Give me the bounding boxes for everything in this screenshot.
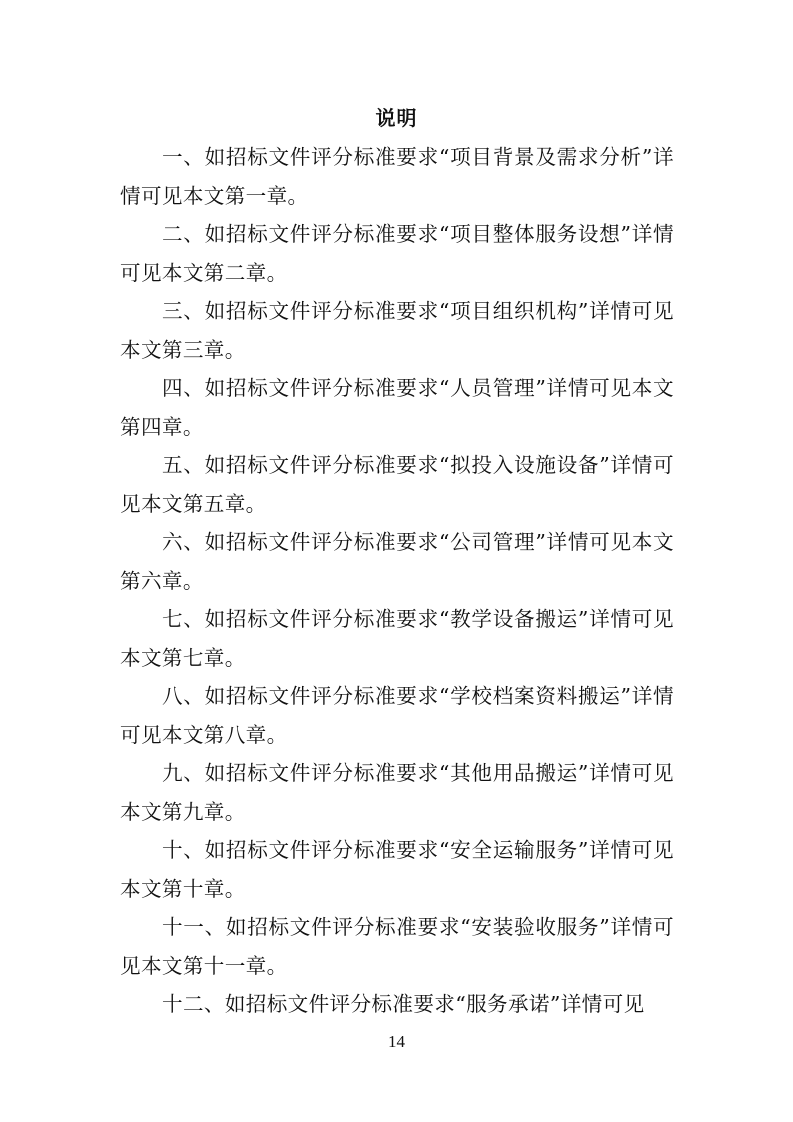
paragraph-1: 一、如招标文件评分标准要求“项目背景及需求分析”详情可见本文第一章。 (120, 145, 674, 208)
paragraph-12: 十二、如招标文件评分标准要求“服务承诺”详情可见 (162, 992, 645, 1016)
paragraph-8: 八、如招标文件评分标准要求“学校档案资料搬运”详情可见本文第八章。 (120, 684, 674, 747)
paragraph-11: 十一、如招标文件评分标准要求“安装验收服务”详情可见本文第十一章。 (120, 915, 674, 978)
page-title: 说明 (375, 106, 418, 130)
paragraph-6: 六、如招标文件评分标准要求“公司管理”详情可见本文第六章。 (120, 530, 674, 593)
paragraph-2: 二、如招标文件评分标准要求“项目整体服务设想”详情可见本文第二章。 (120, 222, 674, 285)
page-number: 14 (388, 1032, 405, 1051)
document-body (120, 138, 674, 1024)
paragraph-10: 十、如招标文件评分标准要求“安全运输服务”详情可见本文第十章。 (120, 838, 674, 901)
paragraph-3: 三、如招标文件评分标准要求“项目组织机构”详情可见本文第三章。 (120, 299, 674, 362)
paragraph-4: 四、如招标文件评分标准要求“人员管理”详情可见本文第四章。 (120, 376, 674, 439)
paragraph-5: 五、如招标文件评分标准要求“拟投入设施设备”详情可见本文第五章。 (120, 453, 674, 516)
paragraph-7: 七、如招标文件评分标准要求“教学设备搬运”详情可见本文第七章。 (120, 607, 674, 670)
paragraph-9: 九、如招标文件评分标准要求“其他用品搬运”详情可见本文第九章。 (120, 761, 674, 824)
